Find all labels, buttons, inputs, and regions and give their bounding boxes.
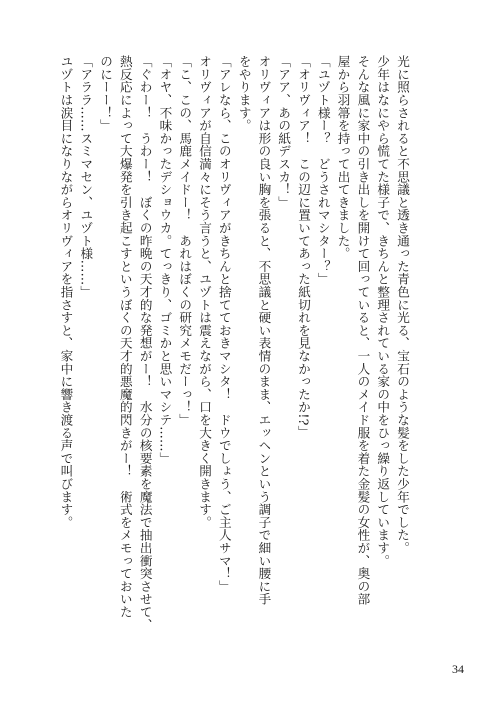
text-line: 「アララ……スミマセン、ユヅト様……」	[78, 55, 94, 299]
text-line: オリヴィアが自信満々にそう言うと、ユヅトは震えながら、口を大きく開きます。	[197, 55, 213, 529]
text-line: 「アレなら、このオリヴィアがきちんと捨てておきマシタ！ ドウでしょう、ご主人サマ！」	[216, 55, 232, 593]
text-line: 熱反応によって大爆発を引き起こすというぼくの天才的悪魔的閃きがー！ 術式をメモっておいた	[117, 55, 133, 619]
text-line: 光に照らされると不思議と透き通った青色に光る、宝石のような髪をした少年でした。	[395, 55, 410, 555]
text-line: 「ぐわー！ うわー！ ぼくの昨晩の天才的な発想がー！ 水分の核要素を魔法で抽出衝突させて、	[137, 55, 153, 631]
text-line: 「オリヴィア！ この辺に置いてあった紙切れを見なかったか!?」	[296, 55, 312, 439]
text-line: 少年はなにやら慌てた様子で、きちんと整理されている家の中をひっ繰り返しています。	[375, 55, 391, 567]
text-line: オリヴィアは形の良い胸を張ると、不思議と硬い表情のまま、エッヘンという調子で細い腰に手	[256, 55, 272, 606]
vertical-text-body	[56, 55, 412, 645]
text-line: 「こ、この、馬鹿メイドー！ あれはぼくの研究メモだーっ！」	[177, 55, 193, 427]
text-line: 「オヤ、不味かったデショウカ。てっきり、ゴミかと思いマシテ……」	[157, 55, 173, 465]
text-line: をやります。	[236, 55, 252, 132]
text-line: 「ユヅト様ー？ どうされマシター？」	[315, 55, 331, 286]
page-number: 34	[452, 662, 464, 676]
text-line: そんな風に家中の引き出しを開けて回っていると、一人のメイド服を着た金髪の女性が、奥の部	[355, 55, 371, 606]
text-line: 屋から羽箒を持って出てきました。	[335, 55, 351, 260]
text-line: のにーー！」	[98, 55, 114, 132]
text-line: 「アア、あの紙デスカ！」	[276, 55, 292, 209]
text-line: ユヅトは涙目になりながらオリヴィアを指さすと、家中に響き渡る声で叫びます。	[58, 55, 74, 529]
